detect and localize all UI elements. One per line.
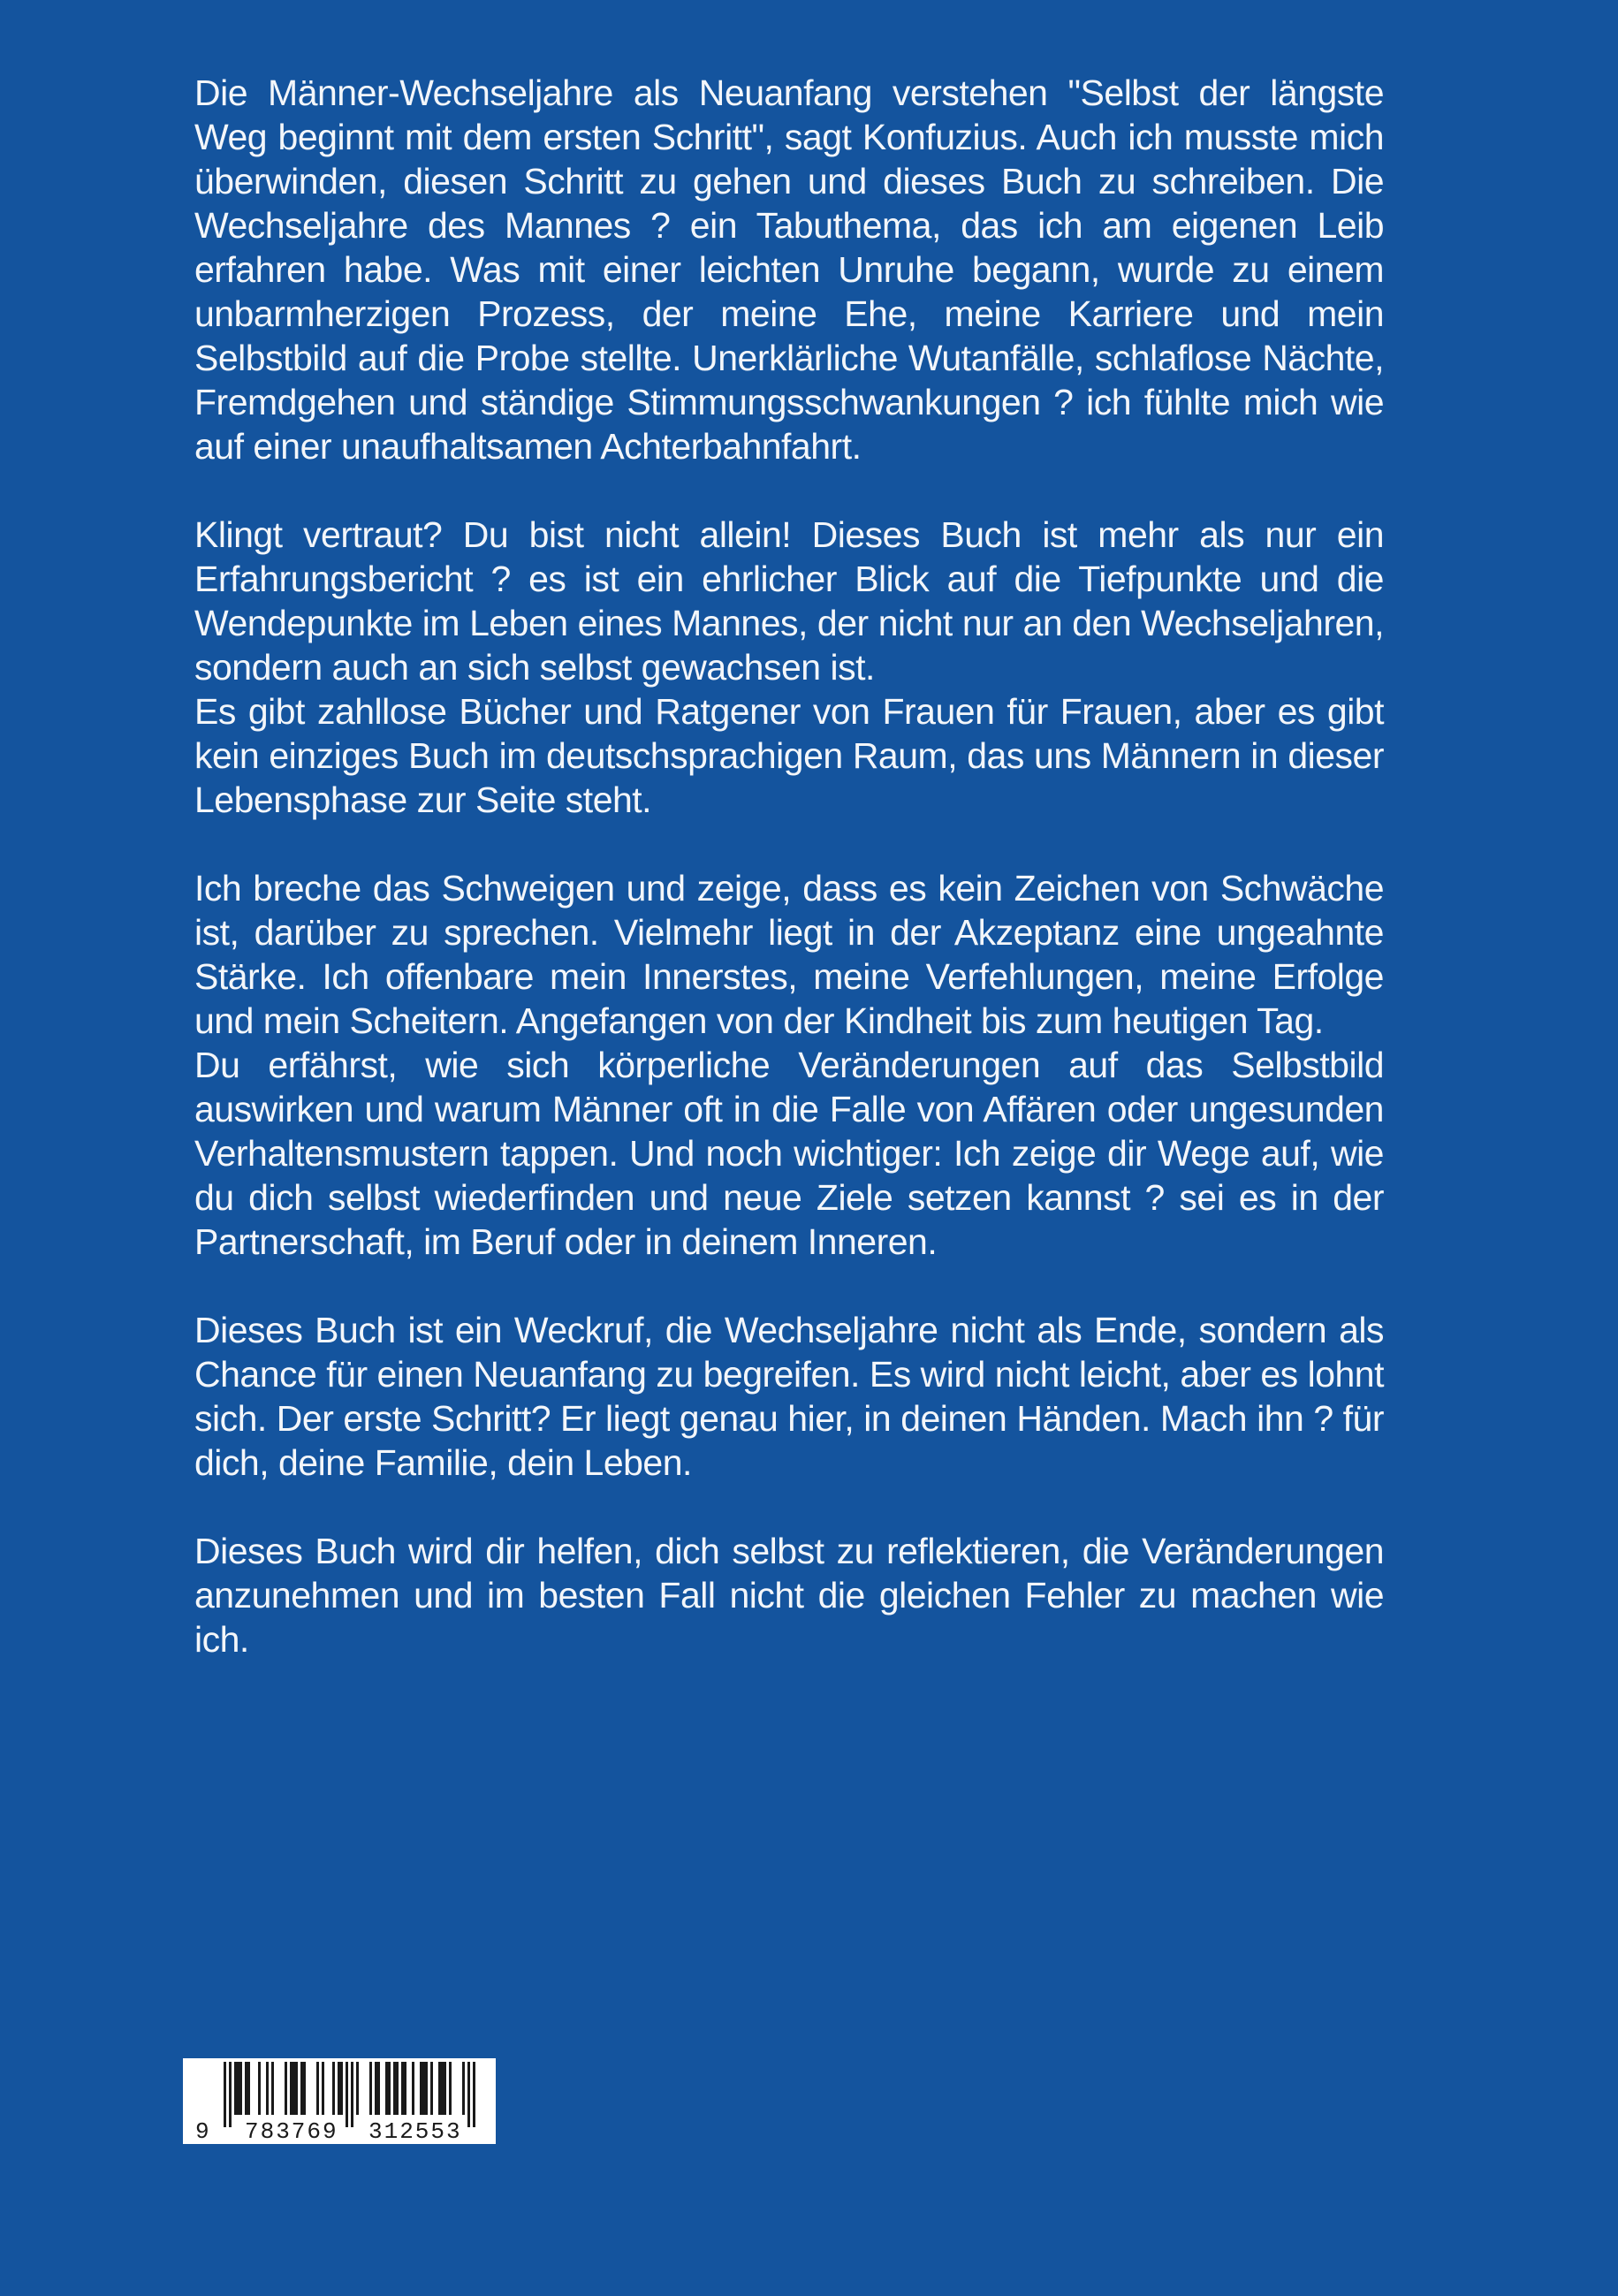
- back-cover-blurb: [194, 71, 1384, 1706]
- blurb-paragraph: Klingt vertraut? Du bist nicht allein! Dieses Buch ist mehr als nur ein Erfahrungsbericht ? es ist ein ehrlicher Blick auf die Tiefpunkte und die Wendepunkte im Leben eines Mannes, der nicht nur an den Wechseljahren, sondern auch an sich selbst gewachsen ist.: [194, 514, 1384, 688]
- blurb-paragraph: Ich breche das Schweigen und zeige, dass es kein Zeichen von Schwäche ist, darüber zu sprechen. Vielmehr liegt in der Akzeptanz eine ungeahnte Stärke. Ich offenbare mein Innerstes, meine Verfehlungen, meine Erfolge und mein Scheitern. Angefangen von der Kindheit bis zum heutigen Tag.: [194, 868, 1384, 1041]
- blurb-paragraph-group: [194, 1529, 1384, 1661]
- blurb-paragraph-group: [194, 866, 1384, 1264]
- isbn-digit-prefix: 9: [195, 2118, 211, 2144]
- blurb-paragraph-group: [194, 71, 1384, 468]
- isbn-digits-left-group: 783769: [245, 2118, 338, 2144]
- blurb-paragraph: Dieses Buch ist ein Weckruf, die Wechseljahre nicht als Ende, sondern als Chance für einen Neuanfang zu begreifen. Es wird nicht leicht, aber es lohnt sich. Der erste Schritt? Er liegt genau hier, in deinen Händen. Mach ihn ? für dich, deine Familie, dein Leben.: [194, 1310, 1384, 1483]
- blurb-paragraph: Du erfährst, wie sich körperliche Veränderungen auf das Selbstbild auswirken und warum Männer oft in die Falle von Affären oder ungesunden Verhaltensmustern tappen. Und noch wichtiger: Ich zeige dir Wege auf, wie du dich selbst wiederfinden und neue Ziele setzen kannst ? sei es in der Partnerschaft, im Beruf oder in deinem Inneren.: [194, 1045, 1384, 1262]
- blurb-paragraph: Die Männer-Wechseljahre als Neuanfang verstehen "Selbst der längste Weg beginnt mit dem ersten Schritt", sagt Konfuzius. Auch ich musste mich überwinden, diesen Schritt zu gehen und dieses Buch zu schreiben. Die Wechseljahre des Mannes ? ein Tabuthema, das ich am eigenen Leib erfahren habe. Was mit einer leichten Unruhe begann, wurde zu einem unbarmherzigen Prozess, der meine Ehe, meine Karriere und mein Selbstbild auf die Probe stellte. Unerklärliche Wutanfälle, schlaflose Nächte, Fremdgehen und ständige Stimmungsschwankungen ? ich fühlte mich wie auf einer unaufhaltsamen Achterbahnfahrt.: [194, 72, 1384, 467]
- barcode-bars: [224, 2062, 475, 2127]
- isbn-digits-right-group: 312553: [368, 2118, 462, 2144]
- isbn-barcode: [183, 2058, 496, 2144]
- blurb-paragraph-group: [194, 1308, 1384, 1485]
- blurb-paragraph: Es gibt zahllose Bücher und Ratgener von Frauen für Frauen, aber es gibt kein einziges Buch im deutschsprachigen Raum, das uns Männern in dieser Lebensphase zur Seite steht.: [194, 691, 1384, 820]
- blurb-paragraph: Dieses Buch wird dir helfen, dich selbst zu reflektieren, die Veränderungen anzunehmen und im besten Fall nicht die gleichen Fehler zu machen wie ich.: [194, 1531, 1384, 1660]
- blurb-paragraph-group: [194, 513, 1384, 822]
- ean13-barcode-graphic: [183, 2058, 496, 2144]
